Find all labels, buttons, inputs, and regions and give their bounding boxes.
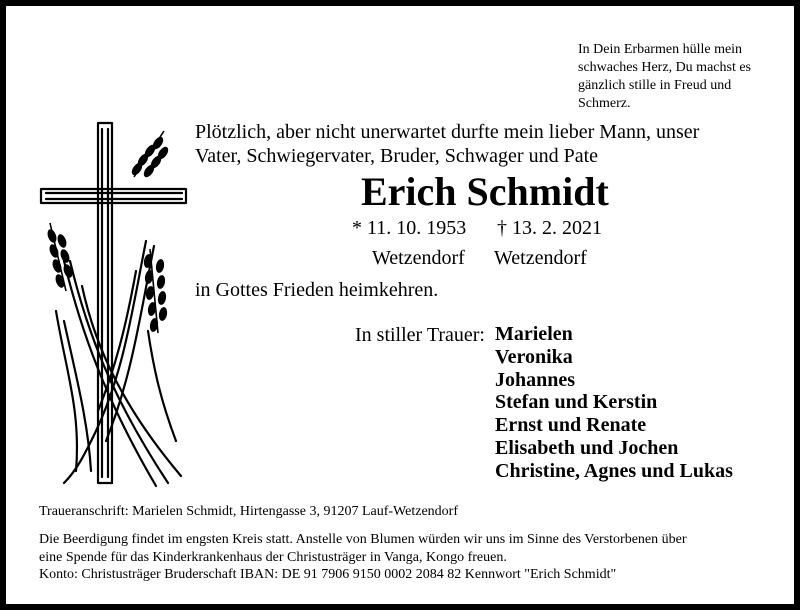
mourner-name: Marielen [495, 323, 573, 345]
verse-line: Schmerz. [578, 96, 631, 111]
verse-line: gänzlich stille in Freud und [578, 78, 732, 93]
cross-with-wheat-icon [36, 111, 196, 496]
mourner-name: Ernst und Renate [495, 414, 647, 437]
verse [578, 41, 788, 113]
mourning-address: Traueranschrift: Marielen Schmidt, Hirtengasse 3, 91207 Lauf-Wetzendorf [39, 504, 459, 519]
deceased-name: Erich Schmidt [361, 169, 609, 214]
mourner-name: Johannes [495, 368, 576, 391]
funeral-line: eine Spende für das Kinderkrankenhaus der Christusträger in Vanga, Kongo freuen. [39, 549, 507, 565]
life-dates [349, 214, 649, 274]
mourners-list [495, 323, 733, 483]
intro-line: Plötzlich, aber nicht unerwartet durfte mein lieber Mann, unser [195, 121, 700, 143]
birth-date: * 11. 10. 1953 [352, 217, 467, 239]
funeral-line: Konto: Christusträger Bruderschaft IBAN: DE 91 7906 9150 0002 2084 82 Kennwort "Erich Schmidt" [39, 567, 617, 582]
intro-line: Vater, Schwiegervater, Bruder, Schwager und Pate [195, 145, 599, 167]
mourner-name: Elisabeth und Jochen [495, 436, 679, 459]
verse-line: schwaches Herz, Du machst es [578, 60, 751, 75]
funeral-notice [39, 531, 789, 584]
death-date: † 13. 2. 2021 [497, 217, 602, 239]
verse-line: In Dein Erbarmen hülle mein [578, 42, 743, 57]
birth-place: Wetzendorf [372, 247, 465, 269]
announcement-intro [195, 120, 775, 168]
mourner-name: Stefan und Kerstin [495, 391, 658, 414]
funeral-line: Die Beerdigung findet im engsten Kreis statt. Anstelle von Blumen würden wir uns im Sinne des Verstorbenen über [39, 532, 687, 547]
mourner-name: Veronika [495, 345, 573, 368]
death-place: Wetzendorf [494, 247, 587, 269]
mourner-name: Christine, Agnes und Lukas [495, 459, 733, 482]
mourners-label: In stiller Trauer: [355, 324, 485, 346]
announcement-closing: in Gottes Frieden heimkehren. [195, 279, 439, 301]
